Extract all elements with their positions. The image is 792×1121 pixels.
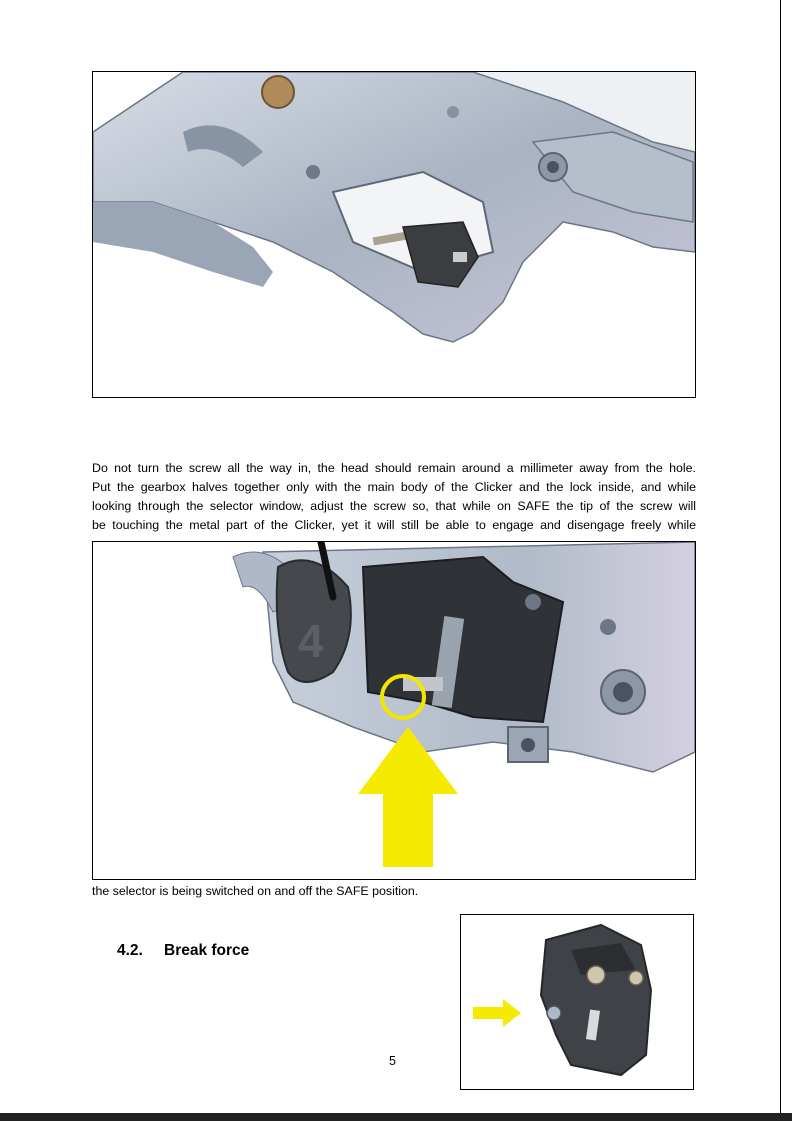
section-title: Break force	[164, 942, 250, 959]
gearbox-shell-photo	[93, 72, 695, 397]
figure-top-photo	[92, 71, 696, 398]
paragraph-line-4: be touching the metal part of the Clicker, yet it will still be able to engage and disengage freely while	[92, 518, 696, 532]
figure-middle-photo	[92, 541, 696, 880]
figure-small-photo	[460, 914, 694, 1090]
clicker-part-photo	[461, 915, 693, 1089]
page-bottom-bar	[0, 1113, 792, 1121]
page-right-edge	[780, 0, 781, 1121]
paragraph-line-2: Put the gearbox halves together only with the main body of the Clicker and the lock inside, and while	[92, 480, 696, 494]
section-heading	[117, 942, 249, 960]
selector-window-photo	[93, 542, 695, 879]
continuation-line: the selector is being switched on and off the SAFE position.	[92, 884, 419, 898]
section-number: 4.2.	[117, 942, 143, 959]
small-yellow-arrow	[473, 999, 521, 1027]
paragraph-line-1: Do not turn the screw all the way in, the head should remain around a millimeter away from the hole.	[92, 461, 696, 475]
paragraph-line-3: looking through the selector window, adjust the screw so, that while on SAFE the tip of the screw will	[92, 499, 696, 513]
page-number: 5	[389, 1054, 396, 1068]
stamp-number: 4	[298, 615, 324, 667]
